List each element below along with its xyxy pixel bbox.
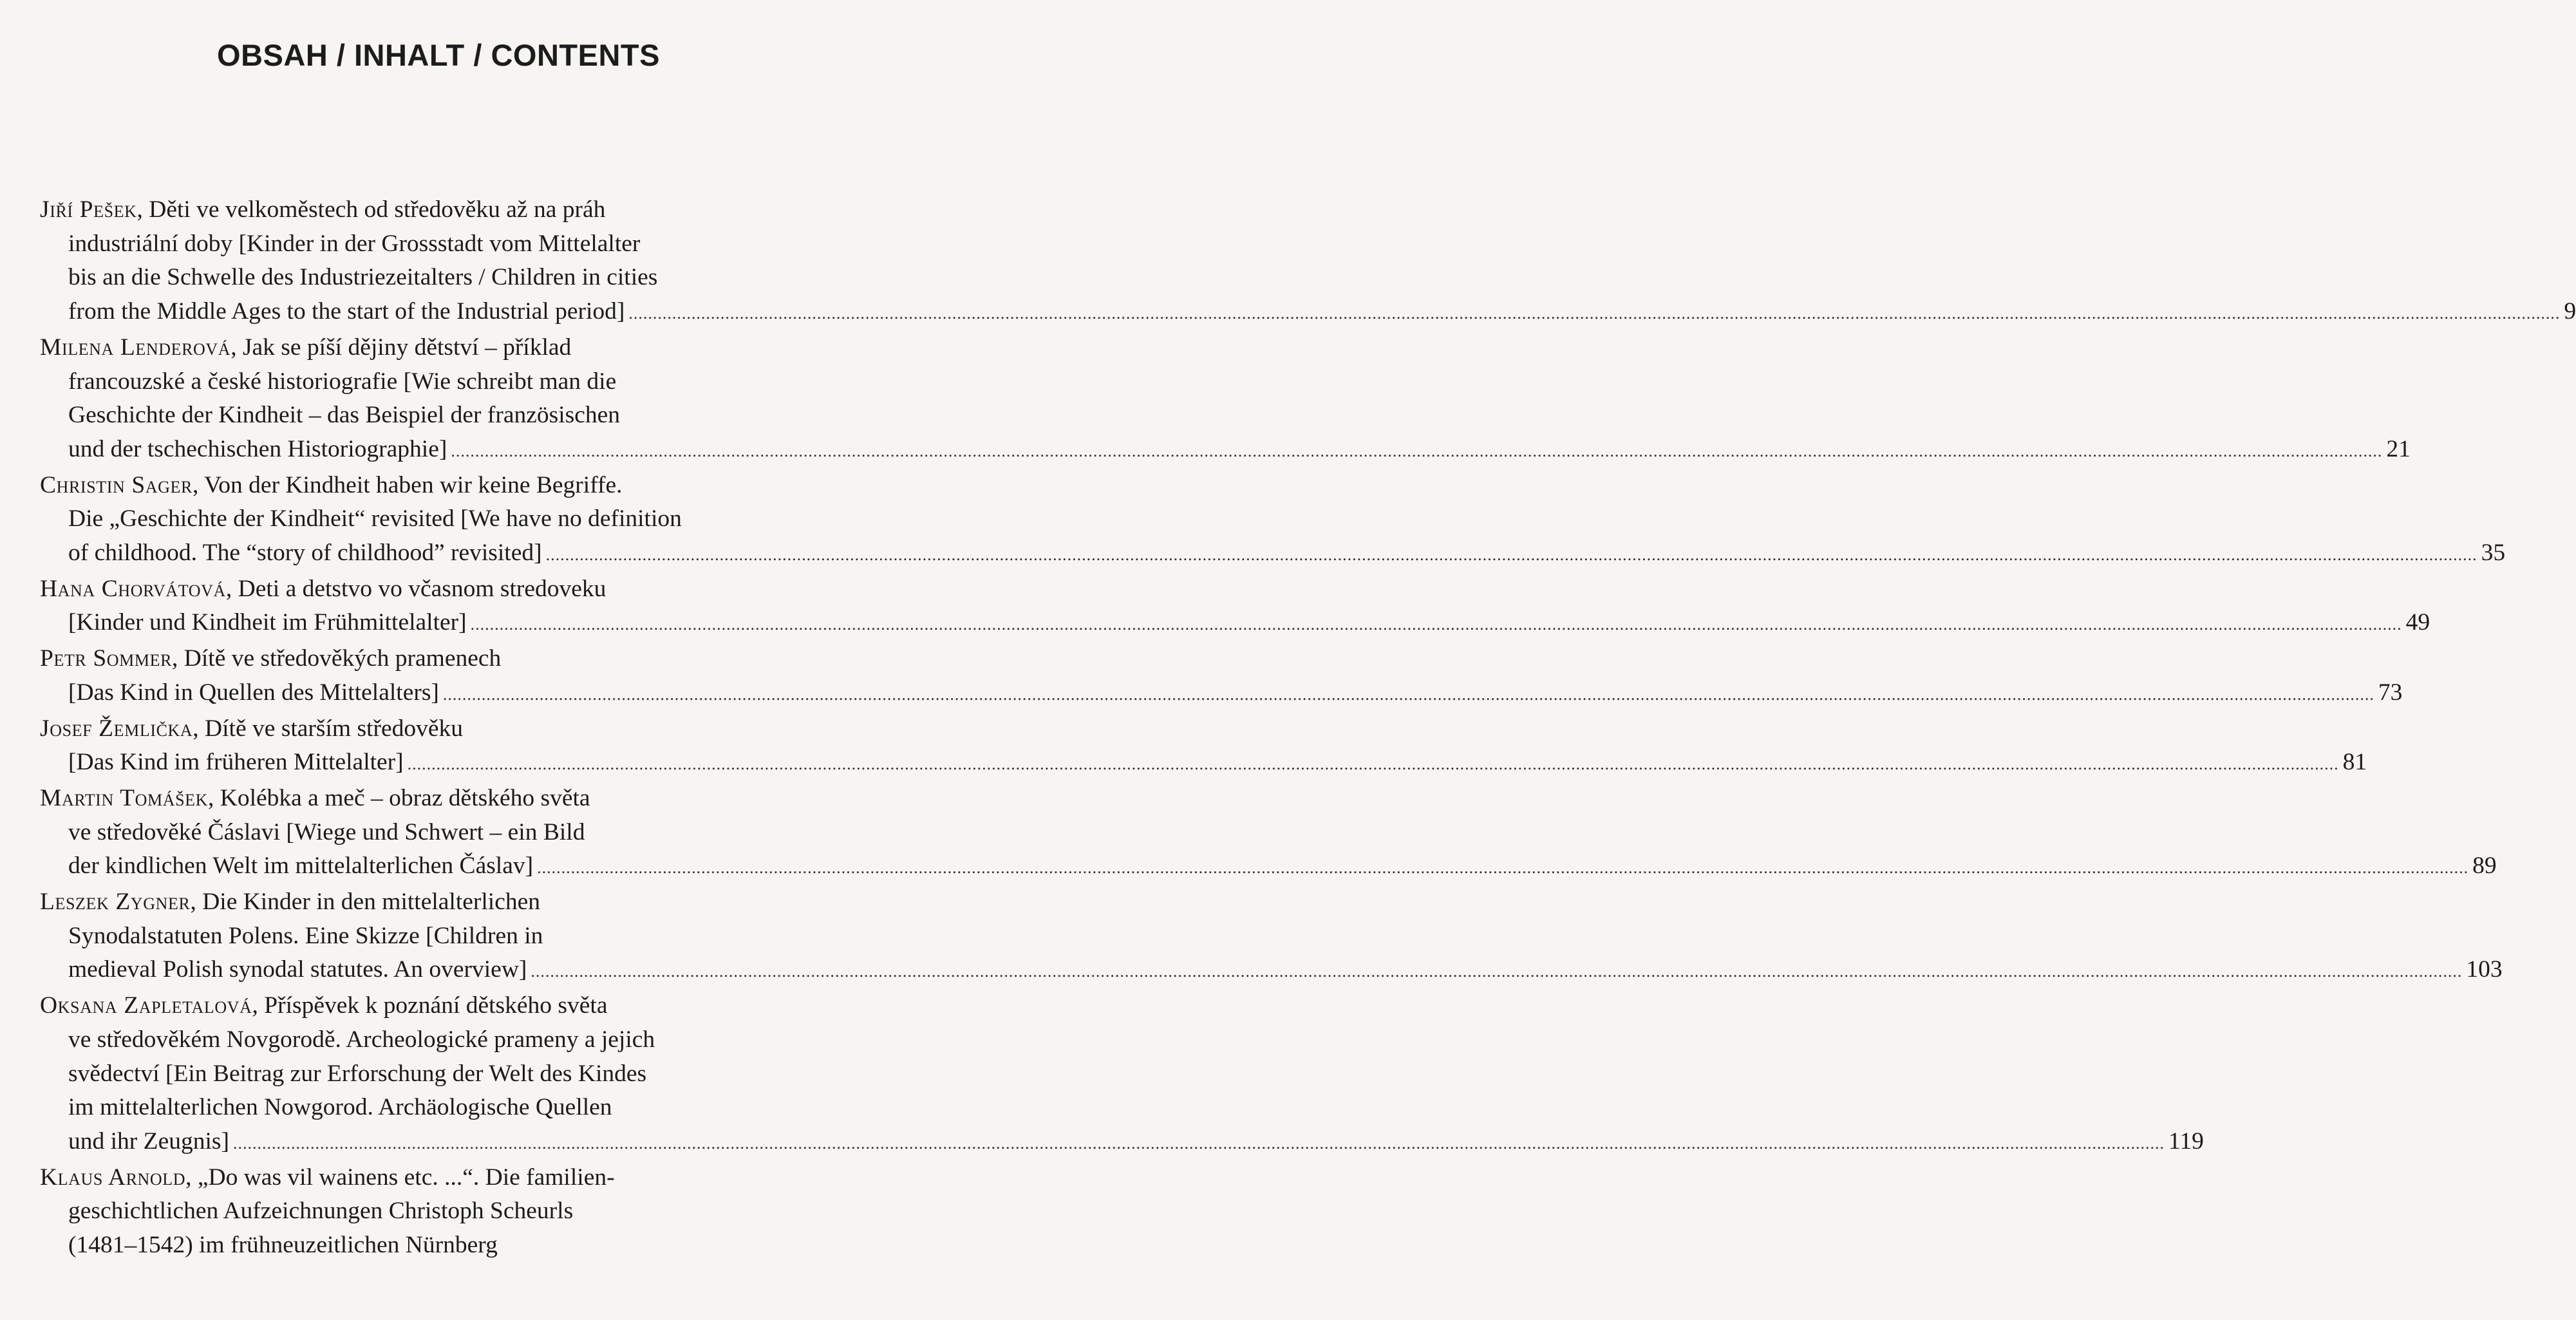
toc-entry[interactable]: [40, 331, 2411, 469]
page-number: 81: [2342, 749, 2367, 776]
toc-entry[interactable]: [40, 469, 2506, 572]
table-of-contents: [40, 193, 2576, 1263]
entry-title-text: ve středověké Čáslavi [Wiege und Schwert – ein Bild: [68, 818, 585, 845]
toc-entry-line: [40, 953, 2503, 989]
toc-entry-line: [40, 193, 845, 227]
toc-entry[interactable]: [40, 193, 2576, 331]
page-number: 119: [2168, 1127, 2204, 1155]
page-number: 89: [2472, 853, 2497, 880]
toc-entry[interactable]: [40, 712, 2367, 782]
entry-title-text: , Kolébka a meč – obraz dětského světa: [208, 784, 590, 811]
entry-author: Oksana Zapletalová: [40, 992, 252, 1019]
toc-entry[interactable]: [40, 782, 2497, 885]
entry-title-text: , Jak se píší dějiny dětství – příklad: [230, 334, 572, 361]
dot-leader: ................................................................................................................................................................................................................................................................................................................................................................................................................: [407, 755, 2339, 774]
entry-title-text: ve středověkém Novgorodě. Archeologické prameny a jejich: [68, 1026, 655, 1053]
dot-leader: ................................................................................................................................................................................................................................................................................................................................................................................................................: [442, 684, 2374, 704]
toc-entry-line: [40, 816, 845, 850]
toc-entry-line: [40, 1229, 845, 1263]
entry-author: Hana Chorvátová: [40, 575, 226, 602]
entry-title-text: [Kinder und Kindheit im Frühmittelalter]: [68, 609, 467, 636]
toc-entry-line: [40, 1194, 845, 1229]
entry-title-text: der kindlichen Welt im mittelalterlichen Čáslav]: [68, 853, 534, 880]
toc-entry-line: [40, 469, 845, 503]
toc-entry-line: [40, 227, 845, 261]
toc-entry-line: [40, 572, 845, 607]
toc-entry-line: [40, 1057, 845, 1091]
dot-leader: ................................................................................................................................................................................................................................................................................................................................................................................................................: [232, 1133, 2165, 1153]
toc-entry-line: [40, 849, 2497, 885]
entry-title-text: und ihr Zeugnis]: [68, 1127, 229, 1155]
entry-author: Petr Sommer: [40, 645, 173, 672]
entry-title-text: from the Middle Ages to the start of the Industrial period]: [68, 298, 625, 325]
entry-title-text: industriální doby [Kinder in der Grossstadt vom Mittelalter: [68, 230, 641, 257]
entry-author: Christin Sager: [40, 471, 193, 498]
toc-entry-line: [40, 989, 845, 1023]
entry-title-text: , Příspěvek k poznání dětského světa: [252, 992, 608, 1019]
toc-entry[interactable]: [40, 1161, 845, 1263]
toc-entry-line: [40, 1161, 845, 1195]
toc-entry-line: [40, 399, 845, 433]
page-number: 35: [2481, 540, 2506, 567]
entry-author: Milena Lenderová: [40, 334, 231, 361]
entry-title-text: , Von der Kindheit haben wir keine Begriffe.: [192, 471, 623, 498]
toc-entry-line: [40, 295, 2576, 331]
entry-title-text: Synodalstatuten Polens. Eine Skizze [Children in: [68, 922, 543, 949]
toc-entry-line: [40, 676, 2403, 712]
dot-leader: ................................................................................................................................................................................................................................................................................................................................................................................................................: [451, 441, 2383, 460]
dot-leader: ................................................................................................................................................................................................................................................................................................................................................................................................................: [537, 858, 2469, 878]
entry-title-text: [Das Kind in Quellen des Mittelalters]: [68, 679, 439, 706]
page-number: 103: [2466, 956, 2503, 983]
dot-leader: ................................................................................................................................................................................................................................................................................................................................................................................................................: [545, 545, 2477, 565]
entry-author: Leszek Zygner: [40, 889, 191, 916]
toc-entry-line: [40, 1023, 845, 1057]
toc-entry-line: [40, 536, 2506, 572]
entry-title-text: [Das Kind im früheren Mittelalter]: [68, 749, 404, 776]
page-number: 73: [2378, 679, 2403, 706]
entry-author: Jiří Pešek: [40, 196, 137, 223]
toc-entry[interactable]: [40, 885, 2503, 989]
entry-author: Martin Tomášek: [40, 784, 209, 811]
page-number: 21: [2386, 435, 2411, 462]
entry-title-text: bis an die Schwelle des Industriezeitalters / Children in cities: [68, 264, 658, 291]
entry-title-text: , Dítě ve starším středověku: [193, 715, 463, 742]
entry-title-text: medieval Polish synodal statutes. An overview]: [68, 956, 527, 983]
toc-entry-line: [40, 919, 845, 954]
entry-title-text: , Děti ve velkoměstech od středověku až na práh: [136, 196, 606, 223]
entry-title-text: Geschichte der Kindheit – das Beispiel der französischen: [68, 402, 621, 429]
toc-entry-line: [40, 782, 845, 816]
toc-entry[interactable]: [40, 989, 2204, 1161]
toc-entry-line: [40, 712, 845, 746]
toc-entry-line: [40, 261, 845, 295]
entry-title-text: , „Do was vil wainens etc. ...“. Die familien-: [185, 1164, 615, 1191]
entry-title-text: , Dítě ve středověkých pramenech: [172, 645, 502, 672]
toc-entry-line: [40, 331, 845, 365]
toc-entry[interactable]: [40, 642, 2403, 712]
toc-entry-line: [40, 365, 845, 399]
toc-entry-line: [40, 1125, 2204, 1161]
toc-entry-line: [40, 642, 845, 676]
entry-author: Klaus Arnold: [40, 1164, 186, 1191]
entry-title-text: und der tschechischen Historiographie]: [68, 435, 447, 462]
entry-author: Josef Žemlička: [40, 715, 193, 742]
toc-entry-line: [40, 1091, 845, 1125]
toc-entry-line: [40, 606, 2430, 642]
page-number: 9: [2564, 298, 2576, 325]
entry-title-text: Die „Geschichte der Kindheit“ revisited [We have no definition: [68, 505, 682, 533]
page-title: OBSAH / INHALT / CONTENTS: [217, 38, 660, 72]
toc-entry-line: [40, 746, 2367, 782]
toc-entry[interactable]: [40, 572, 2430, 642]
toc-entry-line: [40, 433, 2411, 469]
entry-title-text: im mittelalterlichen Nowgorod. Archäologische Quellen: [68, 1094, 612, 1121]
entry-title-text: svědectví [Ein Beitrag zur Erforschung der Welt des Kindes: [68, 1060, 647, 1087]
entry-title-text: , Die Kinder in den mittelalterlichen: [190, 889, 541, 916]
dot-leader: ................................................................................................................................................................................................................................................................................................................................................................................................................: [470, 615, 2402, 634]
page-number: 49: [2405, 609, 2430, 636]
entry-title-text: francouzské a české historiografie [Wie schreibt man die: [68, 368, 617, 395]
dot-leader: ................................................................................................................................................................................................................................................................................................................................................................................................................: [628, 304, 2561, 323]
entry-title-text: of childhood. The “story of childhood” revisited]: [68, 540, 542, 567]
toc-entry-line: [40, 885, 845, 919]
entry-title-text: (1481–1542) im frühneuzeitlichen Nürnberg: [68, 1232, 498, 1259]
entry-title-text: geschichtlichen Aufzeichnungen Christoph Scheurls: [68, 1198, 574, 1225]
entry-title-text: , Deti a detstvo vo včasnom stredoveku: [225, 575, 606, 602]
dot-leader: ................................................................................................................................................................................................................................................................................................................................................................................................................: [531, 962, 2463, 981]
toc-entry-line: [40, 502, 845, 536]
